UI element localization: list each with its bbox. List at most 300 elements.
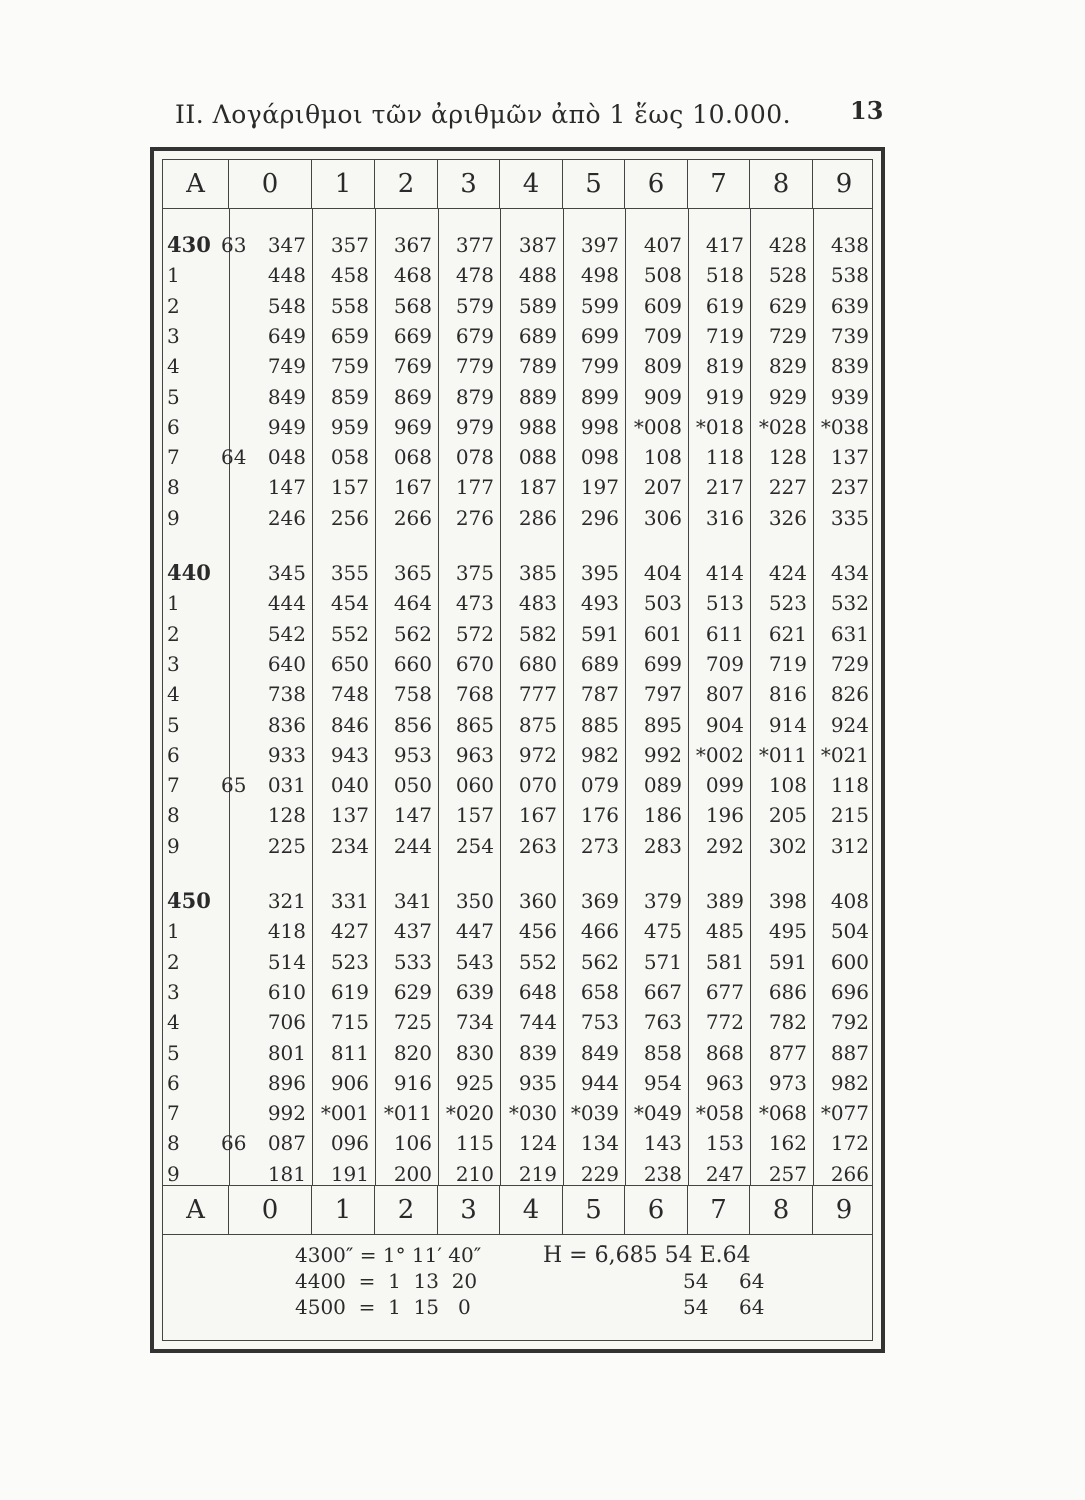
mantissa-cell: 187 xyxy=(518,475,557,500)
mantissa-cell: 128 xyxy=(267,803,306,828)
mantissa-cell: 709 xyxy=(643,323,682,348)
mantissa-cell: 302 xyxy=(768,833,807,858)
mantissa-cell: 660 xyxy=(393,651,432,676)
mantissa-cell: *039 xyxy=(570,1101,619,1126)
mantissa-cell: 448 xyxy=(267,263,306,288)
argument-value: 4 xyxy=(167,682,180,707)
mantissa-cell: *020 xyxy=(445,1101,494,1126)
mantissa-cell: 868 xyxy=(705,1040,744,1065)
mantissa-cell: 483 xyxy=(518,591,557,616)
mantissa-cell: 106 xyxy=(393,1131,432,1156)
mantissa-cell: 263 xyxy=(518,833,557,858)
mantissa-cell: 679 xyxy=(455,323,494,348)
mantissa-cell: 398 xyxy=(768,889,807,913)
mantissa-cell: 943 xyxy=(330,742,369,767)
table-row xyxy=(163,649,872,679)
mantissa-cell: 118 xyxy=(705,445,744,470)
mantissa-cell: 839 xyxy=(830,354,869,379)
mantissa-cell: 200 xyxy=(393,1161,432,1186)
mantissa-cell: 292 xyxy=(705,833,744,858)
argument-value: 4 xyxy=(167,1010,180,1035)
ftr-cell-10: 9 xyxy=(835,1195,853,1225)
mantissa-cell: 811 xyxy=(330,1040,369,1065)
mantissa-cell: 772 xyxy=(705,1010,744,1035)
mantissa-cell: 904 xyxy=(705,712,744,737)
argument-value: 8 xyxy=(167,803,180,828)
mantissa-cell: 031 xyxy=(267,773,306,798)
ftr-cell-4: 3 xyxy=(438,1186,500,1234)
mantissa-cell: 749 xyxy=(267,354,306,379)
mantissa-cell: 639 xyxy=(830,293,869,318)
mantissa-cell: 982 xyxy=(830,1070,869,1095)
mantissa-cell: 744 xyxy=(518,1010,557,1035)
mantissa-cell: 579 xyxy=(455,293,494,318)
mantissa-cell: 677 xyxy=(705,979,744,1004)
mantissa-cell: 137 xyxy=(830,445,869,470)
mantissa-cell: 257 xyxy=(768,1161,807,1186)
mantissa-cell: 621 xyxy=(768,621,807,646)
hdr-cell-4: 3 xyxy=(438,160,500,208)
mantissa-cell: 591 xyxy=(580,621,619,646)
mantissa-cell: 427 xyxy=(330,919,369,944)
mantissa-cell: 670 xyxy=(455,651,494,676)
table-row xyxy=(163,1007,872,1037)
mantissa-cell: 719 xyxy=(768,651,807,676)
table-row xyxy=(163,260,872,290)
mantissa-cell: 210 xyxy=(455,1161,494,1186)
mantissa-cell: 326 xyxy=(768,505,807,530)
mantissa-cell: 375 xyxy=(455,561,494,585)
mantissa-cell: 099 xyxy=(705,773,744,798)
mantissa-cell: 988 xyxy=(518,414,557,439)
mantissa-cell: 748 xyxy=(330,682,369,707)
mantissa-cell: 254 xyxy=(455,833,494,858)
hdr-cell-2: 1 xyxy=(312,160,375,208)
mantissa-cell: 417 xyxy=(705,233,744,257)
table-frame xyxy=(150,147,885,1353)
table-row xyxy=(163,321,872,351)
mantissa-cell: 128 xyxy=(768,445,807,470)
mantissa-cell: 589 xyxy=(518,293,557,318)
mantissa-cell: 365 xyxy=(393,561,432,585)
mantissa-cell: 639 xyxy=(455,979,494,1004)
mantissa-cell: 523 xyxy=(330,949,369,974)
mantissa-cell: 331 xyxy=(330,889,369,913)
mantissa-cell: 859 xyxy=(330,384,369,409)
mantissa-cell: 532 xyxy=(830,591,869,616)
mantissa-cell: 266 xyxy=(393,505,432,530)
constant-exp-3: 64 xyxy=(739,1295,765,1319)
mantissa-cell: 098 xyxy=(580,445,619,470)
mantissa-cell: 879 xyxy=(455,384,494,409)
constant-line: H = 6̄,685 54 E.64 xyxy=(543,1243,751,1268)
mantissa-cell: 088 xyxy=(518,445,557,470)
argument-value: 6 xyxy=(167,742,180,767)
mantissa-cell: 631 xyxy=(830,621,869,646)
constant-mantissa-3: 54 xyxy=(683,1295,709,1319)
mantissa-cell: 493 xyxy=(580,591,619,616)
mantissa-cell: 769 xyxy=(393,354,432,379)
mantissa-cell: 227 xyxy=(768,475,807,500)
mantissa-cell: 552 xyxy=(518,949,557,974)
mantissa-cell: 542 xyxy=(267,621,306,646)
mantissa-cell: 629 xyxy=(768,293,807,318)
mantissa-cell: 548 xyxy=(267,293,306,318)
hdr-cell-9: 8 xyxy=(750,160,813,208)
table-row xyxy=(163,1038,872,1068)
hdr-cell-10: 9 xyxy=(835,169,853,199)
argument-value: 1 xyxy=(167,919,180,944)
mantissa-cell: 909 xyxy=(643,384,682,409)
mantissa-cell: 395 xyxy=(580,561,619,585)
table-row xyxy=(163,679,872,709)
mantissa-cell: 191 xyxy=(330,1161,369,1186)
table-row xyxy=(163,770,872,800)
table-row xyxy=(163,558,872,588)
mantissa-cell: 849 xyxy=(580,1040,619,1065)
mantissa-cell: 538 xyxy=(830,263,869,288)
mantissa-cell: *058 xyxy=(695,1101,744,1126)
mantissa-cell: 306 xyxy=(643,505,682,530)
hdr-cell-7: 6 xyxy=(625,160,688,208)
ftr-cell-5: 4 xyxy=(500,1186,563,1234)
mantissa-cell: 367 xyxy=(393,233,432,257)
mantissa-cell: 959 xyxy=(330,414,369,439)
table-row xyxy=(163,382,872,412)
constant-exp-2: 64 xyxy=(739,1269,765,1293)
mantissa-cell: 533 xyxy=(393,949,432,974)
mantissa-cell: 919 xyxy=(705,384,744,409)
mantissa-cell: 689 xyxy=(580,651,619,676)
mantissa-cell: *002 xyxy=(695,742,744,767)
mantissa-cell: 237 xyxy=(830,475,869,500)
column-footer-row xyxy=(163,1185,872,1235)
mantissa-cell: 205 xyxy=(768,803,807,828)
mantissa-cell: 699 xyxy=(580,323,619,348)
mantissa-cell: 286 xyxy=(518,505,557,530)
mantissa-cell: 738 xyxy=(267,682,306,707)
mantissa-cell: 369 xyxy=(580,889,619,913)
mantissa-cell: *077 xyxy=(820,1101,869,1126)
mantissa-cell: 407 xyxy=(643,233,682,257)
mantissa-cell: 508 xyxy=(643,263,682,288)
mantissa-cell: 992 xyxy=(267,1101,306,1126)
mantissa-cell: 238 xyxy=(643,1161,682,1186)
mantissa-cell: 068 xyxy=(393,445,432,470)
mantissa-cell: 424 xyxy=(768,561,807,585)
table-row xyxy=(163,1068,872,1098)
argument-value: 4 xyxy=(167,354,180,379)
argument-value: 1 xyxy=(167,263,180,288)
mantissa-cell: 234 xyxy=(330,833,369,858)
mantissa-cell: 648 xyxy=(518,979,557,1004)
mantissa-cell: 924 xyxy=(830,712,869,737)
mantissa-cell: 768 xyxy=(455,682,494,707)
mantissa-cell: 466 xyxy=(580,919,619,944)
argument-value: 5 xyxy=(167,712,180,737)
mantissa-cell: 357 xyxy=(330,233,369,257)
argument-value: 1 xyxy=(167,591,180,616)
mantissa-cell: 582 xyxy=(518,621,557,646)
mantissa-cell: 397 xyxy=(580,233,619,257)
mantissa-cell: 836 xyxy=(267,712,306,737)
mantissa-cell: 217 xyxy=(705,475,744,500)
mantissa-cell: *068 xyxy=(758,1101,807,1126)
mantissa-cell: 197 xyxy=(580,475,619,500)
mantissa-cell: 826 xyxy=(830,682,869,707)
table-row xyxy=(163,412,872,442)
mantissa-cell: 321 xyxy=(267,889,306,913)
argument-value: 2 xyxy=(167,293,180,318)
table-row xyxy=(163,619,872,649)
mantissa-cell: 807 xyxy=(705,682,744,707)
mantissa-cell: 485 xyxy=(705,919,744,944)
mantissa-cell: 181 xyxy=(267,1161,306,1186)
mantissa-cell: 658 xyxy=(580,979,619,1004)
mantissa-cell: 096 xyxy=(330,1131,369,1156)
mantissa-cell: 916 xyxy=(393,1070,432,1095)
table-row xyxy=(163,800,872,830)
mantissa-cell: 207 xyxy=(643,475,682,500)
mantissa-cell: 725 xyxy=(393,1010,432,1035)
mantissa-cell: 347 xyxy=(267,233,306,257)
mantissa-cell: 040 xyxy=(330,773,369,798)
mantissa-cell: 276 xyxy=(455,505,494,530)
mantissa-cell: 389 xyxy=(705,889,744,913)
mantissa-prefix: 64 xyxy=(221,445,247,470)
mantissa-cell: 137 xyxy=(330,803,369,828)
mantissa-cell: 715 xyxy=(330,1010,369,1035)
argument-value: 2 xyxy=(167,949,180,974)
mantissa-cell: 473 xyxy=(455,591,494,616)
mantissa-cell: 514 xyxy=(267,949,306,974)
mantissa-cell: 157 xyxy=(330,475,369,500)
mantissa-cell: 869 xyxy=(393,384,432,409)
mantissa-cell: 782 xyxy=(768,1010,807,1035)
mantissa-cell: 763 xyxy=(643,1010,682,1035)
mantissa-cell: 797 xyxy=(643,682,682,707)
mantissa-cell: 963 xyxy=(705,1070,744,1095)
mantissa-cell: *011 xyxy=(758,742,807,767)
mantissa-cell: 758 xyxy=(393,682,432,707)
mantissa-cell: 196 xyxy=(705,803,744,828)
mantissa-cell: 312 xyxy=(830,833,869,858)
table-row xyxy=(163,886,872,916)
table-row xyxy=(163,472,872,502)
mantissa-cell: 385 xyxy=(518,561,557,585)
mantissa-cell: 050 xyxy=(393,773,432,798)
mantissa-cell: 669 xyxy=(393,323,432,348)
mantissa-cell: 611 xyxy=(705,621,744,646)
mantissa-cell: 504 xyxy=(830,919,869,944)
mantissa-cell: 889 xyxy=(518,384,557,409)
mantissa-cell: 792 xyxy=(830,1010,869,1035)
mantissa-cell: 414 xyxy=(705,561,744,585)
mantissa-cell: 345 xyxy=(267,561,306,585)
mantissa-cell: 972 xyxy=(518,742,557,767)
mantissa-cell: 060 xyxy=(455,773,494,798)
mantissa-cell: 729 xyxy=(768,323,807,348)
mantissa-cell: 256 xyxy=(330,505,369,530)
mantissa-prefix: 66 xyxy=(221,1131,247,1156)
mantissa-cell: 147 xyxy=(267,475,306,500)
mantissa-cell: 360 xyxy=(518,889,557,913)
mantissa-cell: 650 xyxy=(330,651,369,676)
mantissa-cell: 058 xyxy=(330,445,369,470)
argument-value: 7 xyxy=(167,773,180,798)
column-header-row xyxy=(163,160,872,209)
mantissa-cell: 979 xyxy=(455,414,494,439)
mantissa-cell: 162 xyxy=(768,1131,807,1156)
conversion-line-1: 4300″ = 1° 11′ 40″ xyxy=(295,1243,482,1267)
mantissa-cell: 680 xyxy=(518,651,557,676)
argument-value: 2 xyxy=(167,621,180,646)
mantissa-cell: 468 xyxy=(393,263,432,288)
mantissa-cell: 600 xyxy=(830,949,869,974)
mantissa-cell: 176 xyxy=(580,803,619,828)
mantissa-cell: 562 xyxy=(580,949,619,974)
mantissa-cell: 247 xyxy=(705,1161,744,1186)
argument-value: 5 xyxy=(167,384,180,409)
mantissa-cell: 899 xyxy=(580,384,619,409)
mantissa-cell: *011 xyxy=(383,1101,432,1126)
mantissa-cell: 219 xyxy=(518,1161,557,1186)
argument-value: 440 xyxy=(167,560,211,585)
mantissa-cell: 709 xyxy=(705,651,744,676)
mantissa-cell: *038 xyxy=(820,414,869,439)
table-row xyxy=(163,947,872,977)
mantissa-cell: 571 xyxy=(643,949,682,974)
page-title: II. Λογάριθμοι τῶν ἀριθμῶν ἀπὸ 1 ἕως 10.000. xyxy=(175,100,792,129)
mantissa-cell: *049 xyxy=(633,1101,682,1126)
argument-value: 9 xyxy=(167,1161,180,1186)
page-number: 13 xyxy=(850,96,884,125)
mantissa-cell: 518 xyxy=(705,263,744,288)
mantissa-cell: 167 xyxy=(393,475,432,500)
table-row xyxy=(163,916,872,946)
mantissa-cell: 147 xyxy=(393,803,432,828)
mantissa-cell: 153 xyxy=(705,1131,744,1156)
hdr-cell-0: A xyxy=(163,160,229,208)
mantissa-cell: 377 xyxy=(455,233,494,257)
mantissa-cell: 719 xyxy=(705,323,744,348)
table-row xyxy=(163,710,872,740)
mantissa-cell: 839 xyxy=(518,1040,557,1065)
mantissa-cell: 244 xyxy=(393,833,432,858)
mantissa-cell: 464 xyxy=(393,591,432,616)
mantissa-cell: 619 xyxy=(705,293,744,318)
argument-value: 3 xyxy=(167,979,180,1004)
table-row xyxy=(163,442,872,472)
mantissa-cell: 739 xyxy=(830,323,869,348)
mantissa-cell: 335 xyxy=(830,505,869,530)
hdr-cell-3: 2 xyxy=(375,160,438,208)
mantissa-cell: 456 xyxy=(518,919,557,944)
mantissa-cell: 108 xyxy=(768,773,807,798)
mantissa-cell: 689 xyxy=(518,323,557,348)
mantissa-cell: 789 xyxy=(518,354,557,379)
mantissa-cell: 341 xyxy=(393,889,432,913)
mantissa-cell: 659 xyxy=(330,323,369,348)
table-row xyxy=(163,1098,872,1128)
mantissa-cell: 562 xyxy=(393,621,432,646)
mantissa-cell: 816 xyxy=(768,682,807,707)
table-row xyxy=(163,503,872,533)
mantissa-cell: 143 xyxy=(643,1131,682,1156)
mantissa-cell: 819 xyxy=(705,354,744,379)
page-header xyxy=(0,96,1085,140)
ftr-cell-0: A xyxy=(163,1186,229,1234)
conversion-notes xyxy=(163,1235,872,1345)
hdr-cell-8: 7 xyxy=(688,160,750,208)
mantissa-cell: 552 xyxy=(330,621,369,646)
mantissa-cell: 273 xyxy=(580,833,619,858)
argument-value: 5 xyxy=(167,1040,180,1065)
mantissa-cell: 528 xyxy=(768,263,807,288)
mantissa-cell: 118 xyxy=(830,773,869,798)
mantissa-cell: 458 xyxy=(330,263,369,288)
mantissa-cell: 225 xyxy=(267,833,306,858)
argument-value: 8 xyxy=(167,475,180,500)
mantissa-cell: 939 xyxy=(830,384,869,409)
mantissa-prefix: 65 xyxy=(221,773,247,798)
table-inner xyxy=(162,159,873,1341)
mantissa-cell: 963 xyxy=(455,742,494,767)
mantissa-cell: 706 xyxy=(267,1010,306,1035)
mantissa-cell: 428 xyxy=(768,233,807,257)
argument-value: 6 xyxy=(167,414,180,439)
mantissa-cell: 087 xyxy=(267,1131,306,1156)
mantissa-cell: 998 xyxy=(580,414,619,439)
mantissa-cell: *021 xyxy=(820,742,869,767)
argument-value: 7 xyxy=(167,1101,180,1126)
mantissa-cell: 787 xyxy=(580,682,619,707)
mantissa-cell: 649 xyxy=(267,323,306,348)
mantissa-cell: 699 xyxy=(643,651,682,676)
mantissa-cell: 992 xyxy=(643,742,682,767)
mantissa-cell: 982 xyxy=(580,742,619,767)
mantissa-cell: 078 xyxy=(455,445,494,470)
mantissa-cell: 568 xyxy=(393,293,432,318)
mantissa-cell: 167 xyxy=(518,803,557,828)
mantissa-cell: 849 xyxy=(267,384,306,409)
mantissa-cell: 408 xyxy=(830,889,869,913)
mantissa-cell: 830 xyxy=(455,1040,494,1065)
mantissa-cell: 933 xyxy=(267,742,306,767)
mantissa-cell: 619 xyxy=(330,979,369,1004)
mantissa-cell: 558 xyxy=(330,293,369,318)
hdr-cell-1: 0 xyxy=(229,160,312,208)
mantissa-cell: 973 xyxy=(768,1070,807,1095)
mantissa-cell: 572 xyxy=(455,621,494,646)
ftr-cell-7: 6 xyxy=(625,1186,688,1234)
mantissa-cell: 387 xyxy=(518,233,557,257)
mantissa-cell: 858 xyxy=(643,1040,682,1065)
argument-value: 9 xyxy=(167,505,180,530)
mantissa-cell: 478 xyxy=(455,263,494,288)
mantissa-cell: 753 xyxy=(580,1010,619,1035)
mantissa-cell: 048 xyxy=(267,445,306,470)
mantissa-cell: 877 xyxy=(768,1040,807,1065)
mantissa-cell: *001 xyxy=(320,1101,369,1126)
mantissa-cell: 906 xyxy=(330,1070,369,1095)
table-row xyxy=(163,831,872,861)
mantissa-cell: 929 xyxy=(768,384,807,409)
mantissa-cell: 820 xyxy=(393,1040,432,1065)
mantissa-cell: *018 xyxy=(695,414,744,439)
mantissa-cell: 609 xyxy=(643,293,682,318)
ftr-cell-6: 5 xyxy=(563,1186,625,1234)
